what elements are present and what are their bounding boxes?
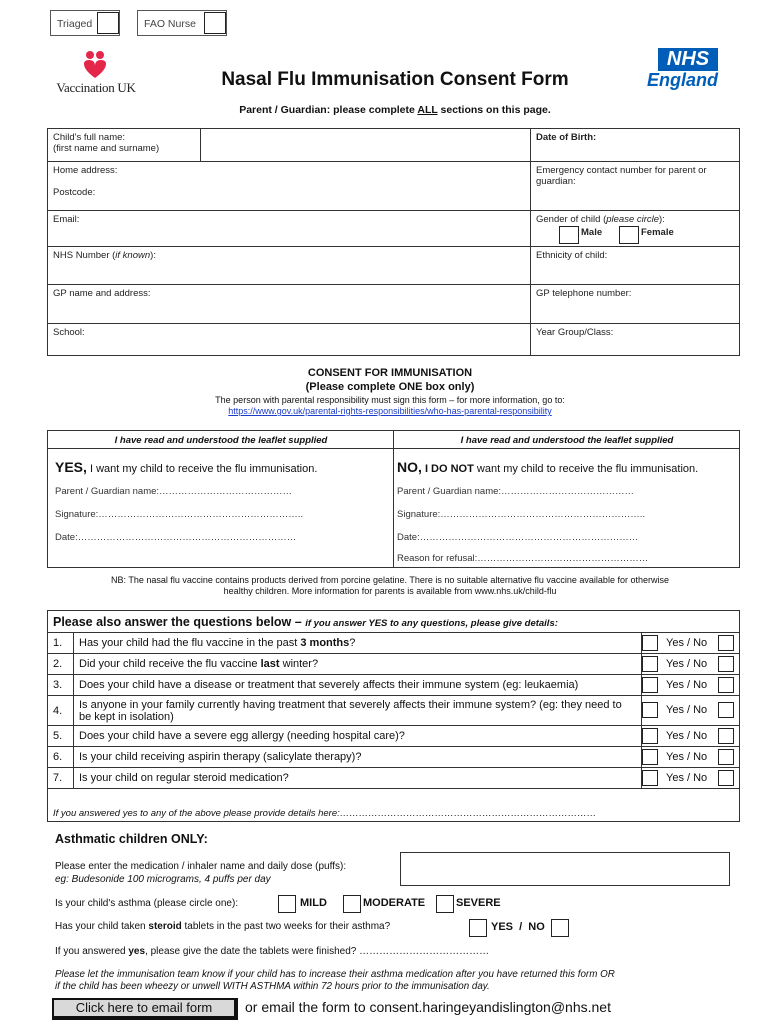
no-checkbox[interactable] — [718, 635, 734, 651]
yes-no-cell — [642, 675, 740, 696]
yes-checkbox[interactable] — [642, 635, 658, 651]
yes-text: I want my child to receive the flu immunisation. — [86, 463, 318, 475]
gender-label-pre: Gender of child ( — [536, 214, 607, 225]
question-row-6 — [48, 747, 740, 768]
yes-no-label: Yes / No — [666, 637, 708, 649]
no-text: want my child to receive the flu immunisation. — [473, 463, 699, 475]
question-text — [74, 696, 642, 726]
email-field[interactable] — [48, 211, 531, 247]
yes-no-cell — [642, 768, 740, 789]
triaged-label: Triaged — [57, 18, 93, 30]
no-date[interactable]: Date:…………………………………………………………… — [397, 532, 639, 543]
questions-table — [47, 610, 740, 822]
yes-checkbox[interactable] — [642, 770, 658, 786]
severe-label: SEVERE — [456, 897, 501, 909]
yes-no-cell — [642, 633, 740, 654]
nhs-badge: NHS — [658, 48, 718, 71]
gp-phone-label: GP telephone number: — [536, 288, 632, 299]
email-instruction: or email the form to consent.haringeyandislington@nhs.net — [245, 999, 611, 1015]
ethnicity-label: Ethnicity of child: — [536, 250, 608, 261]
question-number: 2. — [48, 654, 74, 675]
dob-field[interactable] — [531, 129, 740, 162]
fao-nurse-label: FAO Nurse — [144, 18, 196, 30]
parental-responsibility-link[interactable]: https://www.gov.uk/parental-rights-responsibilities/who-has-parental-responsibility — [228, 406, 552, 416]
gender-label — [536, 214, 734, 225]
question-row-4 — [48, 696, 740, 726]
no-word: NO, — [397, 459, 422, 475]
question-text — [74, 654, 642, 675]
nhs-number-field[interactable] — [48, 247, 531, 285]
vaccination-uk-logo — [50, 50, 142, 94]
steroid-no-checkbox[interactable] — [551, 919, 569, 937]
yes-no-label: Yes / No — [666, 730, 708, 742]
steroid-post: tablets in the past two weeks for their asthma? — [181, 921, 391, 932]
question-row-3 — [48, 675, 740, 696]
year-group-field[interactable] — [531, 324, 740, 356]
question-text-post: winter? — [279, 658, 319, 670]
yes-date[interactable]: Date:…………………………………………………………… — [55, 532, 297, 543]
yes-leaflet-header: I have read and understood the leaflet supplied — [48, 431, 394, 449]
nhs-region: England — [647, 70, 718, 90]
questions-header — [48, 611, 740, 633]
consent-subheading: (Please complete ONE box only) — [305, 381, 475, 393]
yes-word: YES, — [55, 459, 87, 475]
no-checkbox[interactable] — [718, 677, 734, 693]
question-row-7 — [48, 768, 740, 789]
yes-no-label: Yes / No — [666, 704, 708, 716]
consent-yes-column[interactable] — [48, 431, 394, 567]
question-text-pre: Did your child receive the flu vaccine — [79, 658, 261, 670]
no-leaflet-header: I have read and understood the leaflet supplied — [394, 431, 740, 449]
childs-name-label-cell — [48, 129, 201, 162]
instruction-all: ALL — [417, 104, 438, 116]
asthma-notice-line2: if the child has been wheezy or unwell WITH ASTHMA within 72 hours prior to the immunisation day. — [55, 981, 490, 992]
childs-name-label: Child's full name: — [53, 132, 126, 143]
no-checkbox[interactable] — [718, 702, 734, 718]
asthma-heading: Asthmatic children ONLY: — [55, 832, 208, 846]
consent-box — [47, 430, 740, 568]
instruction-pre: Parent / Guardian: please complete — [239, 104, 418, 116]
steroid-question — [55, 921, 390, 932]
gp-phone-field[interactable] — [531, 285, 740, 324]
fao-nurse-checkbox[interactable] — [204, 12, 226, 34]
question-text-pre: Does your child have a severe egg allergy (needing hospital care)? — [79, 730, 405, 742]
gp-name-label: GP name and address: — [53, 288, 151, 299]
consent-no-column[interactable] — [394, 431, 740, 567]
no-bold: I DO NOT — [421, 463, 474, 475]
question-text — [74, 675, 642, 696]
medication-example: eg: Budesonide 100 micrograms, 4 puffs per day — [55, 874, 271, 885]
yes-no-cell — [642, 747, 740, 768]
child-details-table — [47, 128, 740, 356]
question-row-1 — [48, 633, 740, 654]
gender-label-italic: please circle — [606, 214, 660, 225]
nhs-number-label-italic: if known — [115, 250, 151, 261]
yes-checkbox[interactable] — [642, 728, 658, 744]
moderate-checkbox[interactable] — [343, 895, 361, 913]
steroid-yes-no-label: YES / NO — [491, 921, 545, 933]
yes-no-label: Yes / No — [666, 679, 708, 691]
no-parent-name[interactable]: Parent / Guardian name:…………………………………… — [397, 486, 635, 497]
yes-statement — [55, 459, 317, 475]
question-text-pre: Has your child had the flu vaccine in the past — [79, 637, 301, 649]
home-address-field[interactable] — [48, 162, 531, 211]
email-label: Email: — [53, 214, 80, 225]
yes-checkbox[interactable] — [642, 656, 658, 672]
finished-pre: If you answered — [55, 946, 129, 957]
page-title: Nasal Flu Immunisation Consent Form — [221, 69, 569, 90]
question-text-bold: last — [260, 658, 280, 670]
ethnicity-field[interactable] — [531, 247, 740, 285]
tablets-finished-question — [55, 946, 489, 957]
mild-checkbox[interactable] — [278, 895, 296, 913]
question-text-pre: Is your child receiving aspirin therapy (salicylate therapy)? — [79, 751, 362, 763]
yes-signature[interactable]: Signature:……………………………………………………….. — [55, 509, 304, 520]
gender-label-post: ): — [659, 214, 665, 225]
yes-no-label: Yes / No — [666, 772, 708, 784]
yes-checkbox[interactable] — [642, 702, 658, 718]
asthma-notice-line1: Please let the immunisation team know if your child has to increase their asthma medication after you have returned this form OR — [55, 969, 615, 980]
yes-no-cell — [642, 726, 740, 747]
yes-no-cell — [642, 696, 740, 726]
triaged-box — [50, 10, 120, 36]
school-label: School: — [53, 327, 85, 338]
question-text — [74, 726, 642, 747]
nb-note-line2: healthy children. More information for parents is available from www.nhs.uk/child-flu — [223, 586, 557, 596]
triaged-checkbox[interactable] — [97, 12, 119, 34]
question-text — [74, 633, 642, 654]
instruction-line — [150, 104, 640, 116]
consent-heading: CONSENT FOR IMMUNISATION — [307, 367, 473, 379]
question-text-pre: Is anyone in your family currently having treatment that severely affects their immune system? (eg: they need to be kept in isolation) — [79, 698, 622, 723]
question-number: 6. — [48, 747, 74, 768]
female-checkbox[interactable] — [619, 226, 639, 244]
asthma-severity-question: Is your child's asthma (please circle one): — [55, 898, 239, 909]
medication-input[interactable] — [400, 852, 730, 886]
question-text-post: ? — [349, 637, 356, 649]
question-number: 1. — [48, 633, 74, 654]
yes-checkbox[interactable] — [642, 677, 658, 693]
no-checkbox[interactable] — [718, 728, 734, 744]
childs-name-input[interactable] — [201, 129, 531, 162]
steroid-yes-checkbox[interactable] — [469, 919, 487, 937]
finished-bold: yes — [128, 946, 146, 957]
questions-heading-note: if you answer YES to any questions, please give details: — [305, 617, 558, 629]
male-checkbox[interactable] — [559, 226, 579, 244]
question-row-5 — [48, 726, 740, 747]
emergency-contact-field[interactable] — [531, 162, 740, 211]
questions-heading: Please also answer the questions below – — [53, 614, 306, 629]
nb-note-line1: NB: The nasal flu vaccine contains products derived from porcine gelatine. There is no suitable alternative flu vaccine available for otherwise — [111, 575, 669, 585]
year-group-label: Year Group/Class: — [536, 327, 614, 338]
yes-no-cell — [642, 654, 740, 675]
question-row-2 — [48, 654, 740, 675]
no-statement — [397, 459, 698, 475]
fao-nurse-box — [137, 10, 227, 36]
no-checkbox[interactable] — [718, 749, 734, 765]
question-text-pre: Is your child on regular steroid medication? — [79, 772, 289, 784]
question-number: 7. — [48, 768, 74, 789]
question-text — [74, 768, 642, 789]
nhs-logo — [636, 48, 720, 94]
gender-field — [531, 211, 740, 247]
instruction-post: sections on this page. — [437, 104, 551, 116]
question-text-bold: 3 months — [300, 637, 350, 649]
severe-checkbox[interactable] — [436, 895, 454, 913]
details-line: If you answered yes to any of the above please provide details here:……………………………………………………………………… — [53, 808, 597, 819]
emergency-contact-label: Emergency contact number for parent or guardian: — [536, 165, 707, 187]
nhs-number-label-pre: NHS Number ( — [53, 250, 116, 261]
female-label: Female — [641, 227, 674, 238]
yes-no-label: Yes / No — [666, 658, 708, 670]
steroid-pre: Has your child taken — [55, 921, 149, 932]
email-form-button[interactable]: Click here to email form — [52, 998, 238, 1020]
consent-note: The person with parental responsibility must sign this form – for more information, go to: — [215, 395, 565, 405]
moderate-label: MODERATE — [363, 897, 426, 909]
nhs-number-label-post: ): — [150, 250, 156, 261]
no-checkbox[interactable] — [718, 770, 734, 786]
no-signature[interactable]: Signature:……………………………………………………….. — [397, 509, 646, 520]
yes-parent-name[interactable]: Parent / Guardian name:…………………………………… — [55, 486, 293, 497]
question-text-pre: Does your child have a disease or treatment that severely affects their immune system (eg: leukaemia) — [79, 679, 579, 691]
school-field[interactable] — [48, 324, 531, 356]
question-number: 5. — [48, 726, 74, 747]
finished-post: , please give the date the tablets were finished? ………………………………… — [145, 946, 490, 957]
yes-no-label: Yes / No — [666, 751, 708, 763]
postcode-label: Postcode: — [53, 187, 96, 198]
question-text — [74, 747, 642, 768]
vaccination-uk-heart-icon — [50, 50, 142, 80]
gp-name-field[interactable] — [48, 285, 531, 324]
steroid-bold: steroid — [148, 921, 182, 932]
dob-label: Date of Birth: — [536, 132, 597, 143]
mild-label: MILD — [300, 897, 327, 909]
vaccination-uk-text: Vaccination UK — [56, 80, 136, 95]
no-checkbox[interactable] — [718, 656, 734, 672]
childs-name-sublabel: (first name and surname) — [53, 143, 160, 154]
question-number: 4. — [48, 696, 74, 726]
home-address-label: Home address: — [53, 165, 118, 176]
medication-question: Please enter the medication / inhaler name and daily dose (puffs): — [55, 861, 347, 872]
no-reason[interactable]: Reason for refusal:……………………………………………… — [397, 553, 649, 564]
male-label: Male — [581, 227, 603, 238]
question-number: 3. — [48, 675, 74, 696]
details-field[interactable] — [48, 789, 740, 822]
yes-checkbox[interactable] — [642, 749, 658, 765]
